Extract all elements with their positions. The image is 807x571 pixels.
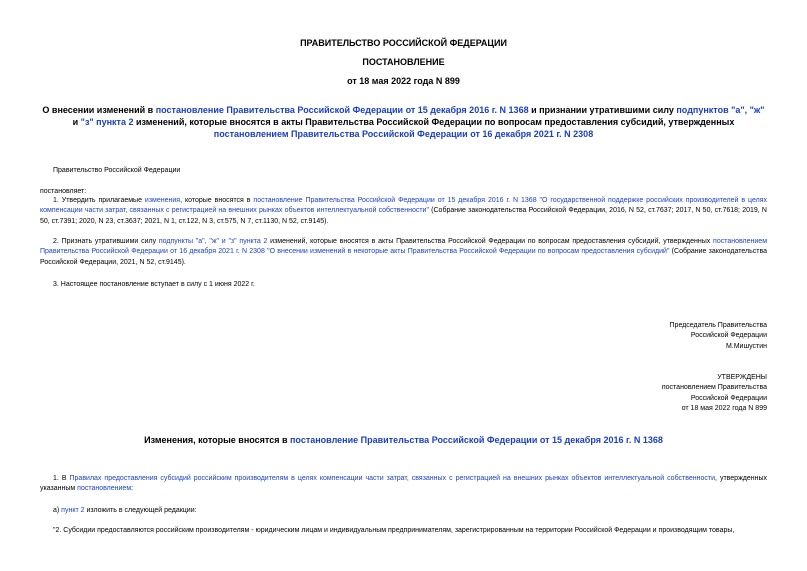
title-link-resolution-1368[interactable]: постановление Правительства Российской Федерации от 15 декабря 2016 г. N 1368	[155, 105, 529, 115]
change-1-text: 1. В	[53, 475, 70, 482]
document-title	[40, 104, 767, 140]
change-1	[40, 474, 767, 495]
change-1-link-rules[interactable]: Правилах предоставления субсидий российским производителям в целях компенсации части затрат, связанных с регистрацией на внешних рынках объектов интеллектуальной собственности	[69, 475, 715, 482]
title-link-subpoints-a-zh[interactable]: подпунктов "а", "ж"	[676, 105, 765, 115]
changes-title-text: Изменения, которые вносятся в	[144, 435, 290, 445]
title-text: и признании утратившими силу	[528, 105, 677, 115]
signature-block	[560, 321, 767, 352]
title-text: О внесении изменений в	[42, 105, 156, 115]
approved-country: Российской Федерации	[690, 394, 767, 402]
title-link-subpoint-z[interactable]: "з" пункта 2	[80, 117, 134, 127]
change-1a	[53, 506, 197, 516]
item-1-text: , которые вносятся в	[180, 197, 254, 204]
changes-title-link-resolution-1368[interactable]: постановление Правительства Российской Федерации от 15 декабря 2016 г. N 1368	[290, 435, 663, 445]
approved-label: УТВЕРЖДЕНЫ	[717, 374, 767, 381]
doc-date-number: от 18 мая 2022 года N 899	[347, 76, 460, 86]
item-2-text: (Собрание законодательства Российской Федерации, 2021, N 52, ст.9145).	[40, 248, 767, 266]
item-1-text: 1. Утвердить прилагаемые	[53, 197, 145, 204]
title-text: и	[72, 117, 81, 127]
signature-country: Российской Федерации	[690, 332, 767, 340]
item-2-link-subpoints[interactable]: подпункты "а", "ж" и "з" пункта 2	[158, 238, 268, 245]
title-link-resolution-2308[interactable]: постановлением Правительства Российской Федерации от 16 декабря 2021 г. N 2308	[213, 129, 594, 139]
change-1a-link-point-2[interactable]: пункт 2	[61, 507, 85, 514]
change-1a-text: изложить в следующей редакции:	[84, 507, 197, 514]
change-1-text: , утвержденных указанным	[40, 475, 767, 493]
item-3: 3. Настоящее постановление вступает в силу с 1 июня 2022 г.	[53, 281, 255, 288]
change-1-link-resolution[interactable]: постановлением	[77, 485, 132, 493]
changes-title	[40, 434, 767, 446]
item-2-text: изменений, которые вносятся в акты Правительства Российской Федерации по вопросам предоставления субсидий, утвержденных	[267, 238, 714, 245]
title-text: изменений, которые вносятся в акты Правительства Российской Федерации по вопросам предоставления субсидий, утвержденных	[133, 117, 735, 127]
change-1-text: :	[131, 485, 134, 493]
item-2	[40, 237, 767, 268]
signature-name: М.Мишустин	[725, 342, 767, 350]
intro-government: Правительство Российской Федерации	[53, 167, 181, 174]
item-1	[40, 196, 767, 227]
approved-date: от 18 мая 2022 года N 899	[681, 405, 767, 413]
item-1-text: (Собрание законодательства Российской Федерации, 2016, N 52, ст.7637; 2017, N 50, ст.7618; 2019, N 50, ст.7391; 2020, N 23, ст.3637; 2021, N 1, ст.122, N 3, ст.575, N 7, ст.1130, N 52, ст.9145).	[40, 207, 767, 225]
approved-block	[560, 373, 767, 415]
government-heading: ПРАВИТЕЛЬСТВО РОССИЙСКОЙ ФЕДЕРАЦИИ	[300, 38, 507, 48]
change-1a-text: а)	[53, 507, 62, 514]
approved-by: постановлением Правительства	[661, 384, 767, 392]
item-2-link-resolution-2308[interactable]: постановлением Правительства Российской Федерации от 16 декабря 2021 г. N 2308 "О внесении изменений в некоторые акты Правительства Российской Федерации по вопросам предоставления субсидий"	[40, 238, 768, 256]
item-1-link-changes[interactable]: изменения	[144, 197, 181, 204]
item-1-link-resolution-1368[interactable]: постановление Правительства Российской Федерации от 15 декабря 2016 г. N 1368 "О государственной поддержке российских производителей в целях компенсации части затрат, связанных с регистрацией на внешних рынках объектов интеллектуальной собственности"	[40, 197, 768, 215]
item-2-text: 2. Признать утратившими силу	[53, 238, 159, 245]
signature-title: Председатель Правительства	[669, 322, 767, 329]
quoted-new-text: "2. Субсидии предоставляются российским производителям - юридическим лицам и индивидуальным предпринимателям, зарегистрированным на территории Российской Федерации и производящим товары,	[53, 527, 735, 534]
intro-resolves: постановляет:	[40, 188, 87, 195]
doc-type-heading: ПОСТАНОВЛЕНИЕ	[362, 57, 445, 67]
